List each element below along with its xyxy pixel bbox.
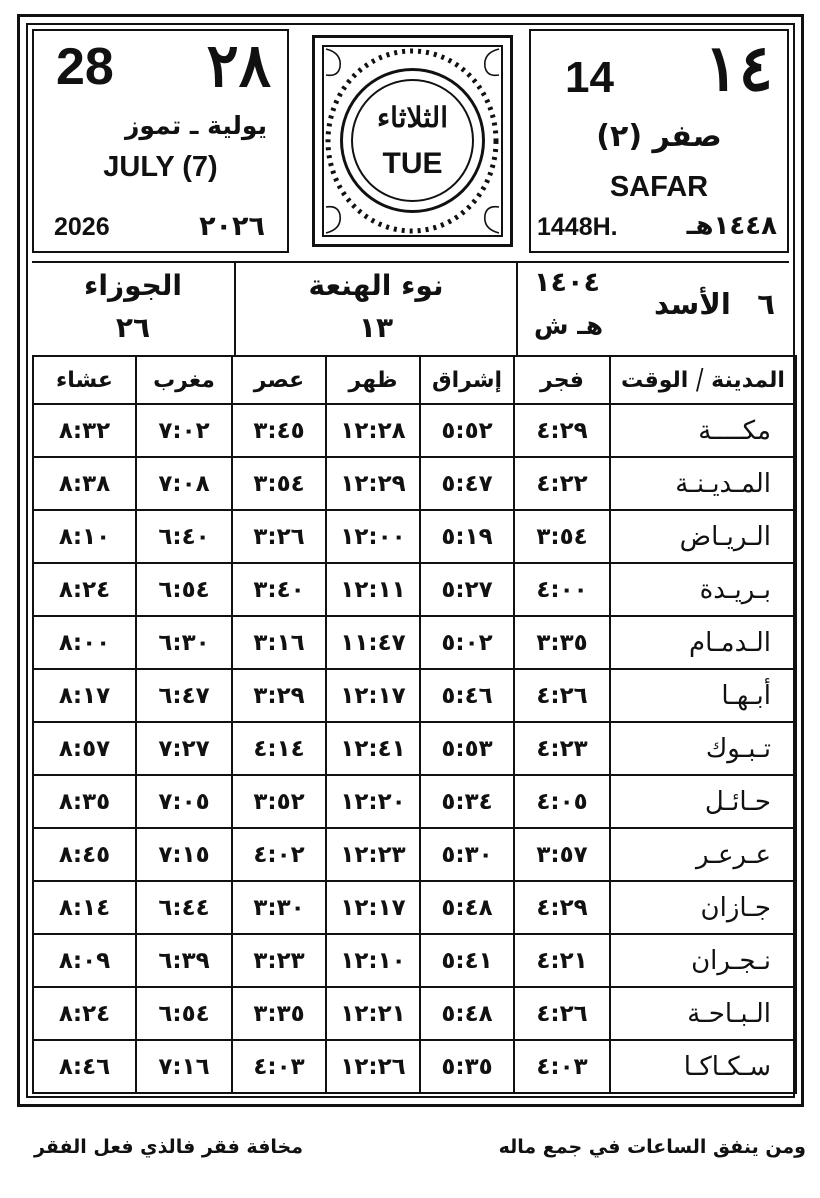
prayer-time-cell: ١٢:١٠ (326, 934, 420, 987)
column-header: مغرب (136, 356, 232, 404)
hijri-month-en: SAFAR (609, 171, 709, 203)
prayer-time-cell: ٨:١٠ (33, 510, 136, 563)
prayer-time-cell: ١٢:١٧ (326, 881, 420, 934)
city-name: أبـهـا (610, 669, 796, 722)
prayer-time-cell: ٨:٥٧ (33, 722, 136, 775)
prayer-time-cell: ١٢:١١ (326, 563, 420, 616)
prayer-time-cell: ٥:٣٥ (420, 1040, 514, 1093)
prayer-time-cell: ١٢:٢٨ (326, 404, 420, 457)
footer-verse-left: مخافة فقر فالذي فعل الفقر (34, 1136, 303, 1158)
prayer-time-cell: ٤:٠٣ (514, 1040, 610, 1093)
prayer-time-cell: ٦:٤٤ (136, 881, 232, 934)
city-name: مكــــة (610, 404, 796, 457)
zodiac-day: ٢٦ (115, 311, 151, 344)
table-row (33, 669, 796, 722)
prayer-time-cell: ١٢:٢٣ (326, 828, 420, 881)
prayer-time-cell: ١٢:٠٠ (326, 510, 420, 563)
prayer-time-cell: ٥:٤٨ (420, 987, 514, 1040)
gregorian-date-box (32, 29, 289, 253)
solar-year-suffix: هـ ش (534, 311, 604, 340)
prayer-time-cell: ٤:٢٩ (514, 881, 610, 934)
gregorian-year-ar: ٢٠٢٦ (199, 211, 265, 242)
prayer-time-cell: ٨:٣٥ (33, 775, 136, 828)
calendar-inner-frame (26, 23, 795, 1098)
prayer-time-cell: ١١:٤٧ (326, 616, 420, 669)
prayer-time-cell: ٧:٠٢ (136, 404, 232, 457)
prayer-time-cell: ٥:٣٠ (420, 828, 514, 881)
prayer-time-cell: ٤:١٤ (232, 722, 326, 775)
prayer-time-cell: ٤:٠٠ (514, 563, 610, 616)
prayer-time-cell: ٨:١٧ (33, 669, 136, 722)
city-name: بـريـدة (610, 563, 796, 616)
prayer-time-cell: ١٢:٢٩ (326, 457, 420, 510)
column-header: إشراق (420, 356, 514, 404)
prayer-time-cell: ٣:٢٦ (232, 510, 326, 563)
emblem-ring (340, 68, 485, 213)
prayer-time-cell: ٥:٣٤ (420, 775, 514, 828)
hijri-day-en: 14 (565, 53, 614, 102)
table-row (33, 934, 796, 987)
solar-cell (516, 263, 789, 355)
column-header: عصر (232, 356, 326, 404)
table-row (33, 881, 796, 934)
prayer-time-cell: ١٢:٢١ (326, 987, 420, 1040)
prayer-time-cell: ٣:٥٢ (232, 775, 326, 828)
prayer-time-cell: ٤:٢٦ (514, 987, 610, 1040)
prayer-time-cell: ١٢:٢٠ (326, 775, 420, 828)
city-name: نـجـران (610, 934, 796, 987)
header-slash: / (696, 363, 704, 397)
solar-sign-number: ٦ (757, 287, 775, 321)
prayer-time-cell: ٧:٠٨ (136, 457, 232, 510)
table-row (33, 828, 796, 881)
calendar-sheet (17, 14, 804, 1107)
prayer-time-cell: ٨:٤٦ (33, 1040, 136, 1093)
prayer-time-cell: ٥:٠٢ (420, 616, 514, 669)
prayer-time-cell: ٤:٢٢ (514, 457, 610, 510)
emblem-ring-inner (351, 79, 474, 202)
city-name: الـدمـام (610, 616, 796, 669)
hijri-year-ar: ١٤٤٨هـ (686, 211, 777, 241)
prayer-time-cell: ٣:٥٧ (514, 828, 610, 881)
city-name: المـديـنـة (610, 457, 796, 510)
table-row (33, 404, 796, 457)
prayer-time-cell: ٥:٤٨ (420, 881, 514, 934)
prayer-time-cell: ٧:١٦ (136, 1040, 232, 1093)
city-name: حـائـل (610, 775, 796, 828)
hijri-year-en: 1448H. (537, 213, 618, 241)
gregorian-year-en: 2026 (54, 213, 110, 241)
zodiac-cell (32, 263, 234, 355)
table-row (33, 775, 796, 828)
prayer-time-cell: ٣:٢٣ (232, 934, 326, 987)
prayer-time-cell: ٨:٤٥ (33, 828, 136, 881)
zodiac-name: الجوزاء (84, 269, 182, 302)
prayer-time-cell: ٣:٣٠ (232, 881, 326, 934)
prayer-time-cell: ٥:٤٦ (420, 669, 514, 722)
column-header: عشاء (33, 356, 136, 404)
prayer-time-cell: ٣:٣٥ (514, 616, 610, 669)
prayer-time-cell: ٦:٣٩ (136, 934, 232, 987)
prayer-time-cell: ٤:٠٥ (514, 775, 610, 828)
prayer-time-cell: ١٢:٢٦ (326, 1040, 420, 1093)
footer-verse-right: ومن ينفق الساعات في جمع ماله (498, 1136, 806, 1158)
table-row (33, 616, 796, 669)
prayer-time-cell: ٣:٢٩ (232, 669, 326, 722)
prayer-time-cell: ٨:٣٨ (33, 457, 136, 510)
city-name: الـبـاحـة (610, 987, 796, 1040)
prayer-time-cell: ١٢:١٧ (326, 669, 420, 722)
prayer-time-cell: ٥:٤٧ (420, 457, 514, 510)
header-time: الوقت (621, 367, 689, 393)
hijri-date-box (529, 29, 789, 253)
hijri-month-ar: صفر (٢) (596, 119, 722, 154)
prayer-time-cell: ٣:١٦ (232, 616, 326, 669)
column-header: ظهر (326, 356, 420, 404)
gregorian-day-ar: ٢٨ (206, 32, 271, 99)
weekday-ar: الثلاثاء (377, 101, 448, 134)
prayer-time-cell: ٦:٥٤ (136, 563, 232, 616)
prayer-time-cell: ٨:٠٠ (33, 616, 136, 669)
prayer-time-cell: ٨:٢٤ (33, 987, 136, 1040)
prayer-time-cell: ٥:٥٣ (420, 722, 514, 775)
prayer-time-cell: ٨:١٤ (33, 881, 136, 934)
prayer-time-cell: ٧:١٥ (136, 828, 232, 881)
prayer-time-cell: ٤:٠٣ (232, 1040, 326, 1093)
prayer-times-table (32, 355, 797, 1094)
prayer-time-cell: ٣:٥٤ (514, 510, 610, 563)
prayer-time-cell: ٣:٥٤ (232, 457, 326, 510)
prayer-time-cell: ٣:٤٠ (232, 563, 326, 616)
table-row (33, 1040, 796, 1093)
table-row (33, 987, 796, 1040)
header-city-time (610, 356, 796, 404)
prayer-time-cell: ٤:٢١ (514, 934, 610, 987)
prayer-time-cell: ٧:٠٥ (136, 775, 232, 828)
prayer-time-cell: ٥:١٩ (420, 510, 514, 563)
city-name: الـريـاض (610, 510, 796, 563)
gregorian-day-en: 28 (56, 38, 114, 96)
table-header-row (33, 356, 796, 404)
gregorian-month-en: JULY (7) (103, 151, 218, 183)
city-name: سـكـاكـا (610, 1040, 796, 1093)
prayer-time-cell: ٥:٢٧ (420, 563, 514, 616)
prayer-time-cell: ٤:٢٦ (514, 669, 610, 722)
prayer-time-cell: ٦:٣٠ (136, 616, 232, 669)
prayer-time-cell: ٦:٤٧ (136, 669, 232, 722)
prayer-time-cell: ٤:٢٣ (514, 722, 610, 775)
naw-day: ١٣ (358, 311, 394, 344)
prayer-time-cell: ٤:٢٩ (514, 404, 610, 457)
prayer-time-cell: ١٢:٤١ (326, 722, 420, 775)
naw-name: نوء الهنعة (308, 269, 444, 302)
prayer-time-cell: ٦:٥٤ (136, 987, 232, 1040)
prayer-time-cell: ٦:٤٠ (136, 510, 232, 563)
prayer-time-cell: ٥:٥٢ (420, 404, 514, 457)
city-name: تـبـوك (610, 722, 796, 775)
solar-sign: الأسد (654, 287, 731, 321)
naw-cell (234, 263, 516, 355)
column-header: فجر (514, 356, 610, 404)
table-row (33, 722, 796, 775)
info-row (32, 261, 789, 357)
prayer-time-cell: ٨:٢٤ (33, 563, 136, 616)
prayer-time-cell: ٨:٣٢ (33, 404, 136, 457)
header-city: المدينة (711, 367, 785, 393)
gregorian-month-ar: يولية ـ تموز (125, 111, 267, 140)
prayer-time-cell: ٨:٠٩ (33, 934, 136, 987)
city-name: جـازان (610, 881, 796, 934)
hijri-day-ar: ١٤ (704, 32, 773, 104)
solar-year: ١٤٠٤ (534, 267, 600, 298)
city-name: عـرعـر (610, 828, 796, 881)
weekday-emblem (306, 29, 519, 253)
prayer-time-cell: ٣:٣٥ (232, 987, 326, 1040)
prayer-time-cell: ٧:٢٧ (136, 722, 232, 775)
weekday-en: TUE (382, 147, 443, 180)
prayer-time-cell: ٥:٤١ (420, 934, 514, 987)
table-row (33, 457, 796, 510)
table-row (33, 563, 796, 616)
prayer-time-cell: ٤:٠٢ (232, 828, 326, 881)
prayer-time-cell: ٣:٤٥ (232, 404, 326, 457)
table-row (33, 510, 796, 563)
